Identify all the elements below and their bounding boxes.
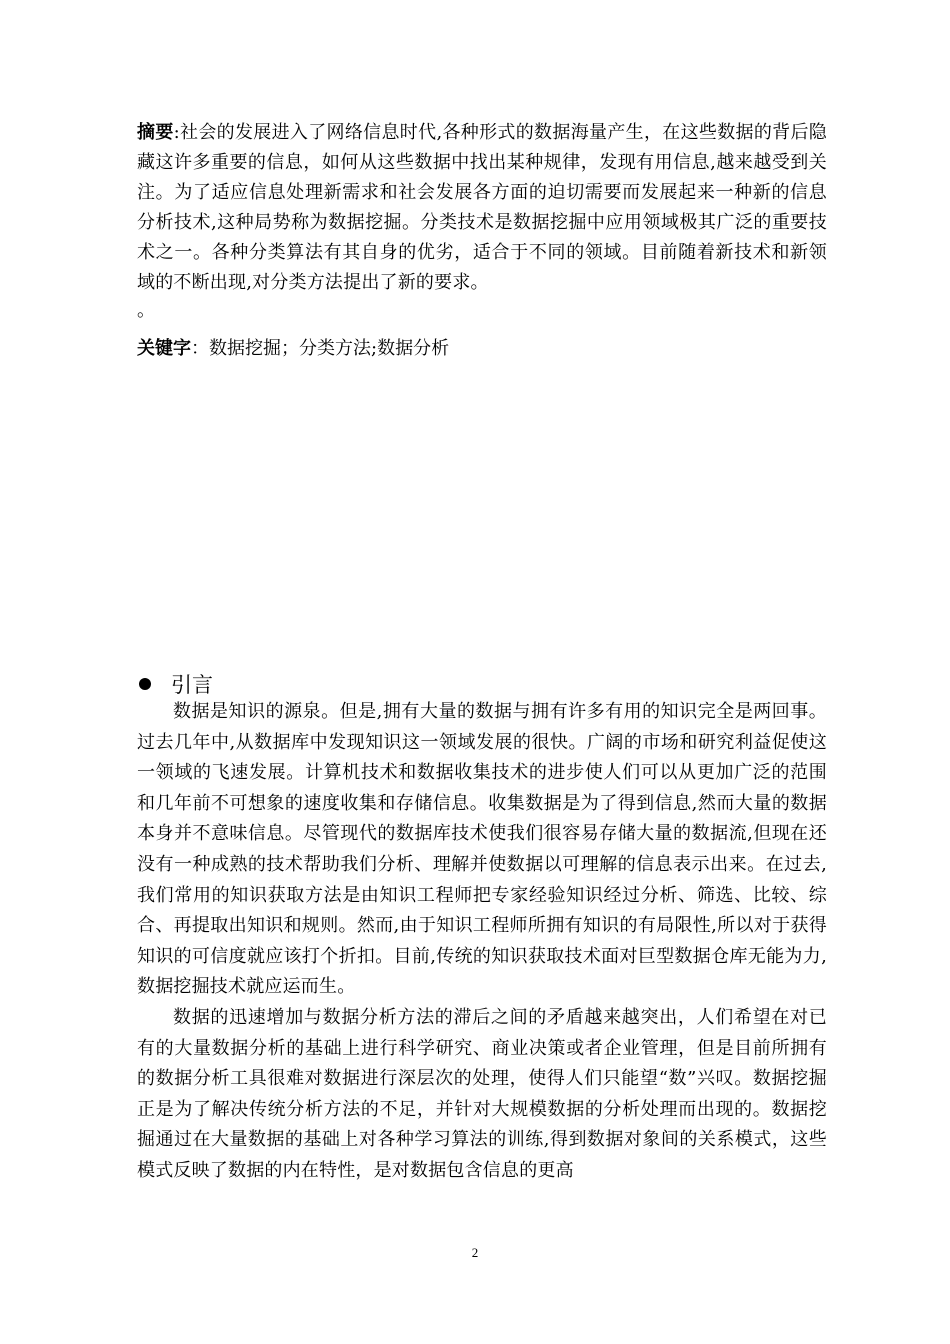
section-heading-text: 引言 bbox=[171, 673, 213, 697]
introduction-body bbox=[137, 697, 827, 1187]
abstract-label: 摘要 bbox=[137, 122, 174, 143]
abstract-text: :社会的发展进入了网络信息时代,各种形式的数据海量产生，在这些数据的背后隐藏这许多重要的信息，如何从这些数据中找出某种规律，发现有用信息,越来越受到关注。为了适应信息处理新需求和社会发展各方面的迫切需要而发展起来一种新的信息分析技术,这种局势称为数据挖掘。分类技术是数据挖掘中应用领域极其广泛的重要技术之一。各种分类算法有其自身的优劣，适合于不同的领域。目前随着新技术和新领域的不断出现,对分类方法提出了新的要求。 bbox=[137, 122, 827, 293]
paragraph: 数据是知识的源泉。但是,拥有大量的数据与拥有许多有用的知识完全是两回事。过去几年中,从数据库中发现知识这一领域发展的很快。广阔的市场和研究利益促使这一领域的飞速发展。计算机技术和数据收集技术的进步使人们可以从更加广泛的范围和几年前不可想象的速度收集和存储信息。收集数据是为了得到信息,然而大量的数据本身并不意味信息。尽管现代的数据库技术使我们很容易存储大量的数据流,但现在还没有一种成熟的技术帮助我们分析、理解并使数据以可理解的信息表示出来。在过去,我们常用的知识获取方法是由知识工程师把专家经验知识经过分析、筛选、比较、综合、再提取出知识和规则。然而,由于知识工程师所拥有知识的有局限性,所以对于获得知识的可信度就应该打个折扣。目前,传统的知识获取技术面对巨型数据仓库无能为力,数据挖掘技术就应运而生。 bbox=[137, 701, 827, 998]
keywords-label: 关键字 bbox=[137, 338, 191, 359]
keywords-block bbox=[137, 335, 827, 363]
bullet-icon bbox=[139, 678, 151, 690]
abstract-trailing-mark: 。 bbox=[137, 300, 156, 321]
keywords-text: ：数据挖掘；分类方法;数据分析 bbox=[191, 338, 450, 359]
paragraph: 数据的迅速增加与数据分析方法的滞后之间的矛盾越来越突出，人们希望在对已有的大量数据分析的基础上进行科学研究、商业决策或者企业管理，但是目前所拥有的数据分析工具很难对数据进行深层次的处理，使得人们只能望“数”兴叹。数据挖掘正是为了解决传统分析方法的不足，并针对大规模数据的分析处理而出现的。数据挖掘通过在大量数据的基础上对各种学习算法的训练,得到数据对象间的关系模式，这些模式反映了数据的内在特性，是对数据包含信息的更高 bbox=[137, 1006, 827, 1181]
page-number: 2 bbox=[471, 1245, 479, 1260]
abstract-block bbox=[137, 118, 827, 324]
section-heading-introduction bbox=[137, 668, 213, 700]
